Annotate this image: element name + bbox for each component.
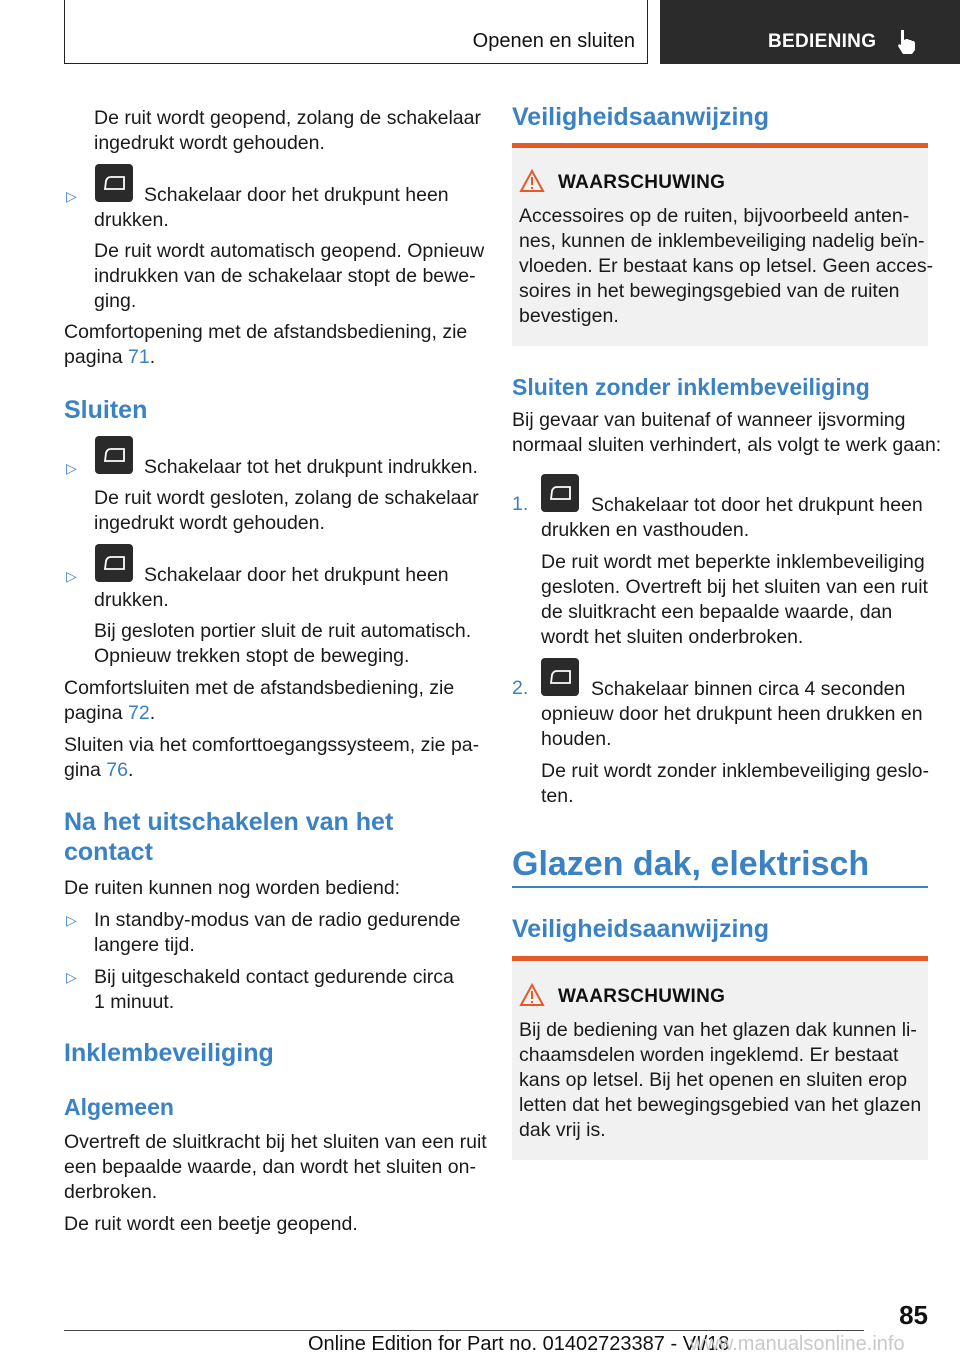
bullet-text: Schakelaar tot het drukpunt indrukken.: [144, 456, 478, 478]
page-link[interactable]: 71: [127, 346, 150, 368]
paragraph-line: ingedrukt wordt gehouden.: [94, 132, 325, 154]
warning-triangle-icon: [519, 169, 545, 193]
step-note: de sluitkracht een bepaalde waarde, dan: [541, 601, 893, 623]
paragraph-line: Overtreft de sluitkracht bij het sluiten van een ruit: [64, 1131, 487, 1153]
bullet-note: ging.: [94, 290, 137, 312]
footer-rule: [64, 1330, 864, 1331]
warning-text: Accessoires op de ruiten, bijvoorbeeld anten-: [519, 205, 910, 227]
warning-title: WAARSCHUWING: [558, 172, 726, 193]
step-text: drukken en vasthouden.: [541, 519, 750, 541]
paragraph-line: De ruiten kunnen nog worden bediend:: [64, 877, 401, 899]
heading-safety-note: Veiligheidsaanwijzing: [512, 915, 770, 943]
page-link[interactable]: 76: [106, 759, 128, 781]
paragraph-line: Comfortopening met de afstandsbediening, zie: [64, 321, 468, 343]
bullet-triangle-icon: ▷: [66, 969, 77, 985]
heading-sluiten: Sluiten: [64, 396, 148, 424]
bullet-note: ingedrukt wordt gehouden.: [94, 512, 325, 534]
bullet-triangle-icon: ▷: [66, 912, 77, 928]
step-text: Schakelaar binnen circa 4 seconden: [591, 678, 906, 700]
bullet-text: drukken.: [94, 209, 169, 231]
bullet-text: In standby-modus van de radio gedurende: [94, 909, 461, 931]
warning-text: chaamsdelen worden ingeklemd. Er bestaat: [519, 1044, 899, 1066]
warning-triangle-icon: [519, 983, 545, 1007]
page-ref-prefix: gina: [64, 759, 101, 781]
window-switch-icon: [95, 436, 133, 474]
paragraph-line: normaal sluiten verhindert, als volgt te werk gaan:: [512, 434, 942, 456]
step-note: ten.: [541, 785, 574, 807]
bullet-triangle-icon: ▷: [66, 568, 77, 584]
footer-edition: Online Edition for Part no. 01402723387 - VI/18: [308, 1333, 730, 1355]
paragraph-line: derbroken.: [64, 1181, 158, 1203]
bullet-text: Bij uitgeschakeld contact gedurende circa: [94, 966, 454, 988]
paragraph-line: een bepaalde waarde, dan wordt het sluiten on-: [64, 1156, 476, 1178]
page-reference: pagina 71.: [64, 346, 156, 368]
bullet-note: De ruit wordt automatisch geopend. Opnieuw: [94, 240, 485, 262]
bullet-triangle-icon: ▷: [66, 460, 77, 476]
header-section-title: Openen en sluiten: [472, 30, 635, 52]
paragraph-line: De ruit wordt een beetje geopend.: [64, 1213, 358, 1235]
step-note: De ruit wordt met beperkte inklembeveiliging: [541, 551, 925, 573]
heading-after-ignition: Na het uitschakelen van het: [64, 808, 394, 836]
heading-pinch-protection: Inklembeveiliging: [64, 1039, 274, 1067]
heading-safety-note: Veiligheidsaanwijzing: [512, 103, 770, 131]
bullet-note: De ruit wordt gesloten, zolang de schakelaar: [94, 487, 479, 509]
bullet-note: Opnieuw trekken stopt de beweging.: [94, 645, 410, 667]
heading-after-ignition: contact: [64, 838, 153, 866]
step-note: gesloten. Overtreft bij het sluiten van een ruit: [541, 576, 928, 598]
bullet-text: langere tijd.: [94, 934, 195, 956]
window-switch-icon: [95, 544, 133, 582]
window-switch-icon: [541, 474, 579, 512]
warning-text: soires in het bewegingsgebied van de ruiten: [519, 280, 900, 302]
watermark: www.manualsonline.info: [690, 1333, 905, 1355]
paragraph-line: Bij gevaar van buitenaf of wanneer ijsvorming: [512, 409, 906, 431]
step-number: 2.: [512, 677, 529, 699]
heading-rule: [512, 886, 928, 888]
page-link[interactable]: 72: [127, 702, 150, 724]
warning-text: kans op letsel. Bij het openen en sluiten erop: [519, 1069, 908, 1091]
bullet-text: 1 minuut.: [94, 991, 175, 1013]
warning-text: dak vrij is.: [519, 1119, 606, 1141]
heading-general: Algemeen: [64, 1094, 174, 1120]
heading-glass-roof: Glazen dak, elektrisch: [512, 845, 870, 883]
page-reference: pagina 72.: [64, 702, 156, 724]
step-text: Schakelaar tot door het drukpunt heen: [591, 494, 923, 516]
step-text: opnieuw door het drukpunt heen drukken en: [541, 703, 923, 725]
warning-text: Bij de bediening van het glazen dak kunnen li-: [519, 1019, 917, 1041]
step-text: houden.: [541, 728, 612, 750]
bullet-text: drukken.: [94, 589, 169, 611]
bullet-text: Schakelaar door het drukpunt heen: [144, 184, 449, 206]
bullet-note: Bij gesloten portier sluit de ruit automatisch.: [94, 620, 472, 642]
warning-text: vloeden. Er bestaat kans op letsel. Geen acces-: [519, 255, 934, 277]
pointing-hand-icon: [892, 26, 922, 56]
window-switch-icon: [541, 658, 579, 696]
warning-title: WAARSCHUWING: [558, 986, 726, 1007]
page-number: 85: [899, 1300, 928, 1330]
warning-text: letten dat het bewegingsgebied van het glazen: [519, 1094, 922, 1116]
heading-close-without-pinch: Sluiten zonder inklembeveiliging: [512, 374, 870, 400]
bullet-note: indrukken van de schakelaar stopt de bewe-: [94, 265, 476, 287]
window-switch-icon: [95, 164, 133, 202]
step-note: wordt het sluiten onderbroken.: [541, 626, 804, 648]
paragraph-line: De ruit wordt geopend, zolang de schakelaar: [94, 107, 481, 129]
page-ref-prefix: pagina: [64, 346, 123, 368]
page-ref-prefix: pagina: [64, 702, 123, 724]
header-chapter-title: BEDIENING: [768, 31, 877, 52]
page-reference: gina 76.: [64, 759, 134, 781]
header-chapter-tab: [660, 0, 960, 64]
step-number: 1.: [512, 493, 529, 515]
warning-text: nes, kunnen de inklembeveiliging nadelig beïn-: [519, 230, 925, 252]
header-section-tab: [64, 0, 648, 64]
step-note: De ruit wordt zonder inklembeveiliging geslo-: [541, 760, 930, 782]
paragraph-line: Comfortsluiten met de afstandsbediening, zie: [64, 677, 455, 699]
warning-text: bevestigen.: [519, 305, 619, 327]
bullet-triangle-icon: ▷: [66, 188, 77, 204]
paragraph-line: Sluiten via het comforttoegangssysteem, zie pa-: [64, 734, 480, 756]
bullet-text: Schakelaar door het drukpunt heen: [144, 564, 449, 586]
